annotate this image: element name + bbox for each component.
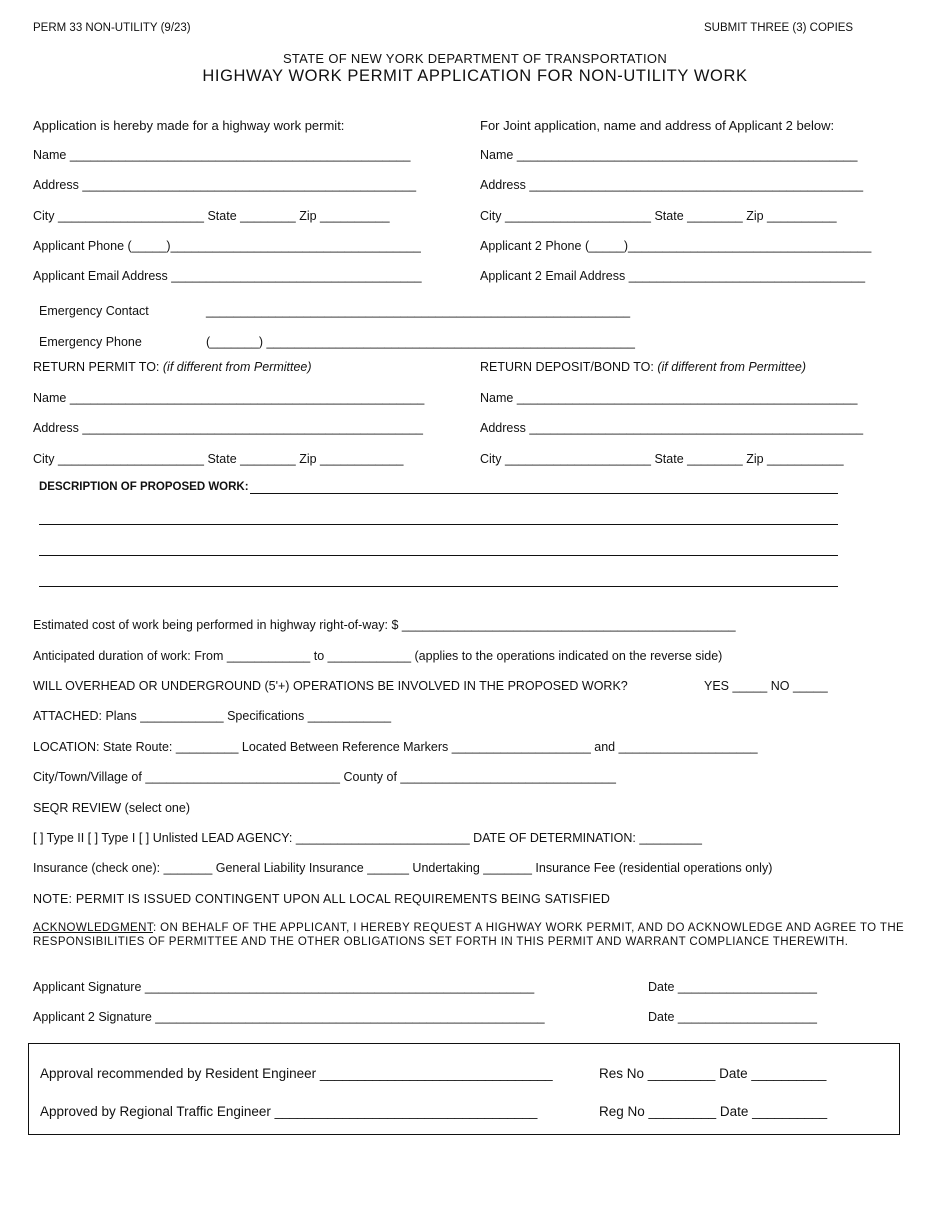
emergency-contact-label: Emergency Contact: [39, 304, 149, 318]
emergency-phone-field[interactable]: (_______) _____________________________________________________: [206, 335, 635, 349]
applicant2-signature-date-field[interactable]: Date ____________________: [648, 1010, 817, 1024]
return-permit-note: (if different from Permittee): [162, 360, 312, 374]
applicant-signature-date-field[interactable]: Date ____________________: [648, 980, 817, 994]
return-permit-address-field[interactable]: Address _________________________________________________: [33, 421, 423, 435]
description-line-1[interactable]: [250, 493, 838, 494]
location-field[interactable]: LOCATION: State Route: _________ Located Between Reference Markers ____________________ and ____________________: [33, 740, 758, 754]
resident-engineer-approval-field[interactable]: Approval recommended by Resident Engineer _______________________________: [40, 1066, 553, 1081]
overhead-yes-no-field[interactable]: YES _____ NO _____: [704, 679, 828, 693]
res-no-date-field[interactable]: Res No _________ Date __________: [599, 1066, 827, 1081]
acknowledgment-paragraph: [33, 921, 908, 949]
acknowledgment-text: : ON BEHALF OF THE APPLICANT, I HEREBY REQUEST A HIGHWAY WORK PERMIT, AND DO ACKNOWLEDGE AND AGREE TO THE RESPONSIBILITIES OF PERMITTEE AND THE OTHER OBLIGATIONS SET FORTH IN THIS PERMIT AND WARRANT COMPLIANCE THEREWITH.: [33, 922, 905, 948]
seqr-options[interactable]: [ ] Type II [ ] Type I [ ] Unlisted LEAD AGENCY: _________________________ DATE OF DETERMINATION: _________: [33, 831, 702, 845]
description-line-3[interactable]: [39, 555, 838, 556]
applicant-intro: Application is hereby made for a highway work permit:: [33, 118, 345, 133]
description-label: DESCRIPTION OF PROPOSED WORK:: [39, 481, 249, 493]
department-heading: STATE OF NEW YORK DEPARTMENT OF TRANSPORTATION: [282, 51, 668, 66]
applicant2-intro: For Joint application, name and address of Applicant 2 below:: [480, 118, 835, 133]
return-permit-name-field[interactable]: Name ___________________________________________________: [33, 391, 425, 405]
return-deposit-city-state-zip-field[interactable]: City _____________________ State ________ Zip ___________: [480, 452, 844, 466]
insurance-options[interactable]: Insurance (check one): _______ General Liability Insurance ______ Undertaking _______ Insurance Fee (residential operations only): [33, 861, 773, 875]
return-permit-city-state-zip-field[interactable]: City _____________________ State ________ Zip ____________: [33, 452, 404, 466]
seqr-title: SEQR REVIEW (select one): [33, 801, 190, 815]
description-line-2[interactable]: [39, 524, 838, 525]
emergency-phone-label: Emergency Phone: [39, 335, 142, 349]
return-deposit-address-field[interactable]: Address ________________________________________________: [480, 421, 864, 435]
copies-note: SUBMIT THREE (3) COPIES: [704, 22, 854, 34]
approval-box: [28, 1043, 900, 1135]
applicant-address-field[interactable]: Address ________________________________________________: [33, 178, 417, 192]
reg-no-date-field[interactable]: Reg No _________ Date __________: [599, 1104, 828, 1119]
applicant2-address-field[interactable]: Address ________________________________________________: [480, 178, 864, 192]
applicant-phone-field[interactable]: Applicant Phone (_____)____________________________________: [33, 239, 421, 253]
return-permit-title: RETURN PERMIT TO:: [33, 360, 160, 374]
emergency-contact-field[interactable]: _____________________________________________________________: [206, 304, 631, 318]
overhead-question: WILL OVERHEAD OR UNDERGROUND (5'+) OPERATIONS BE INVOLVED IN THE PROPOSED WORK?: [33, 679, 628, 693]
form-id: PERM 33 NON-UTILITY (9/23): [33, 22, 191, 34]
applicant2-city-state-zip-field[interactable]: City _____________________ State ________ Zip __________: [480, 209, 837, 223]
applicant2-email-field[interactable]: Applicant 2 Email Address __________________________________: [480, 269, 866, 283]
applicant2-signature-field[interactable]: Applicant 2 Signature ________________________________________________________: [33, 1010, 545, 1024]
return-deposit-title: RETURN DEPOSIT/BOND TO:: [480, 360, 654, 374]
attached-field[interactable]: ATTACHED: Plans ____________ Specifications ____________: [33, 709, 392, 723]
regional-engineer-approval-field[interactable]: Approved by Regional Traffic Engineer ___________________________________: [40, 1104, 538, 1119]
page-title: HIGHWAY WORK PERMIT APPLICATION FOR NON-UTILITY WORK: [202, 67, 748, 85]
applicant2-phone-field[interactable]: Applicant 2 Phone (_____)___________________________________: [480, 239, 872, 253]
return-deposit-name-field[interactable]: Name _________________________________________________: [480, 391, 858, 405]
applicant-name-field[interactable]: Name _________________________________________________: [33, 148, 411, 162]
description-line-4[interactable]: [39, 586, 838, 587]
municipality-field[interactable]: City/Town/Village of ____________________________ County of _______________________________: [33, 770, 616, 784]
applicant-city-state-zip-field[interactable]: City _____________________ State ________ Zip __________: [33, 209, 390, 223]
duration-field[interactable]: Anticipated duration of work: From ____________ to ____________ (applies to the operations indicated on the reverse side): [33, 649, 723, 663]
return-permit-heading: [33, 360, 312, 374]
applicant-email-field[interactable]: Applicant Email Address ____________________________________: [33, 269, 422, 283]
applicant2-name-field[interactable]: Name _________________________________________________: [480, 148, 858, 162]
return-deposit-note: (if different from Permittee): [657, 360, 807, 374]
applicant-signature-field[interactable]: Applicant Signature ________________________________________________________: [33, 980, 535, 994]
return-deposit-heading: [480, 360, 806, 374]
local-requirements-note: NOTE: PERMIT IS ISSUED CONTINGENT UPON ALL LOCAL REQUIREMENTS BEING SATISFIED: [33, 892, 611, 906]
acknowledgment-label: ACKNOWLEDGMENT: [33, 922, 153, 934]
estimated-cost-field[interactable]: Estimated cost of work being performed in highway right-of-way: $ ________________________________________________: [33, 618, 736, 632]
